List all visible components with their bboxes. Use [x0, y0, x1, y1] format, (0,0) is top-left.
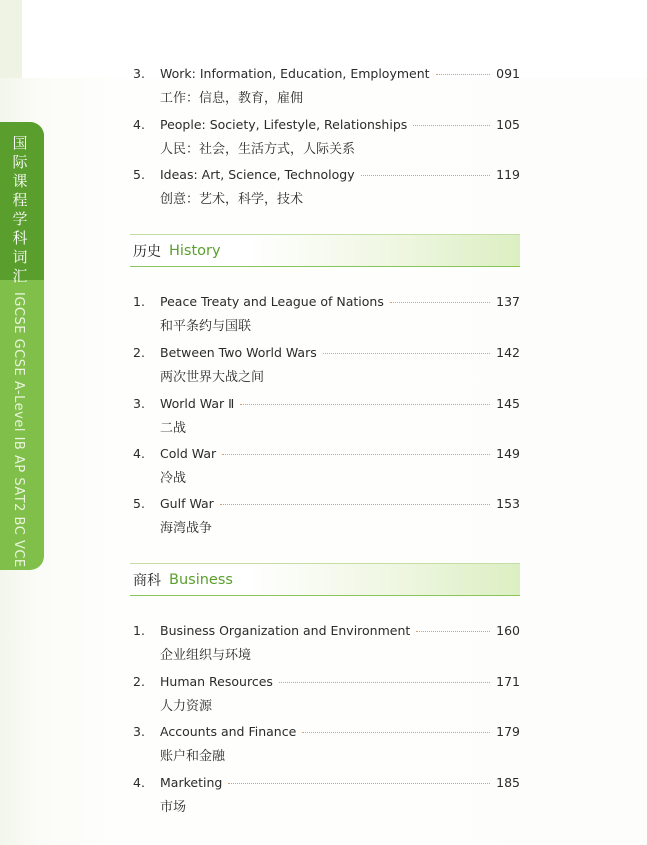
- entry-number: 2.: [133, 345, 145, 360]
- leader-dots: [323, 353, 490, 354]
- entry-title-zh: 市场: [160, 800, 187, 815]
- entry-title-en: Accounts and Finance: [160, 724, 297, 739]
- leader-dots: [279, 682, 490, 683]
- side-tab-title: [0, 134, 40, 286]
- entry-page: 145: [496, 396, 520, 411]
- entry-number: 3.: [133, 724, 145, 739]
- side-tab-char: 国: [12, 134, 28, 152]
- leader-dots: [222, 454, 490, 455]
- entry-title-zh: 人民：社会，生活方式，人际关系: [160, 142, 356, 157]
- leader-dots: [220, 504, 490, 505]
- entry-title-zh: 和平条约与国联: [160, 319, 252, 334]
- toc-entry[interactable]: [133, 65, 520, 108]
- side-tab-char: 词: [12, 248, 28, 266]
- entry-title-zh: 创意：艺术，科学，技术: [160, 192, 304, 207]
- section-title-zh: 历史: [133, 243, 161, 260]
- entry-number: 4.: [133, 775, 145, 790]
- entry-title-en: Business Organization and Environment: [160, 623, 411, 638]
- entry-number: 1.: [133, 294, 145, 309]
- entry-title-zh: 海湾战争: [160, 521, 213, 536]
- leader-dots: [302, 732, 490, 733]
- entry-page: 185: [496, 775, 520, 790]
- toc-entry[interactable]: [133, 723, 520, 766]
- toc-entry[interactable]: [133, 622, 520, 665]
- entry-title-en: World War Ⅱ: [160, 396, 235, 411]
- entry-number: 5.: [133, 496, 145, 511]
- entry-title-en: Ideas: Art, Science, Technology: [160, 167, 355, 182]
- entry-number: 1.: [133, 623, 145, 638]
- side-tab-char: 程: [12, 191, 28, 209]
- entry-number: 3.: [133, 396, 145, 411]
- entry-title-en: Human Resources: [160, 674, 273, 689]
- toc-entry[interactable]: [133, 166, 520, 209]
- leader-dots: [436, 74, 490, 75]
- entry-page: 105: [496, 117, 520, 132]
- entry-page: 153: [496, 496, 520, 511]
- toc-entry[interactable]: [133, 116, 520, 159]
- entry-page: 137: [496, 294, 520, 309]
- leader-dots: [361, 175, 490, 176]
- entry-title-zh: 二战: [160, 421, 187, 436]
- entry-title-en: Peace Treaty and League of Nations: [160, 294, 384, 309]
- side-tab-char: 课: [12, 172, 28, 190]
- entry-title-zh: 工作：信息，教育，雇佣: [160, 91, 304, 106]
- section-title-en: History: [169, 242, 221, 259]
- toc-entry[interactable]: [133, 673, 520, 716]
- side-tab-char: 学: [12, 210, 28, 228]
- entry-title-en: Between Two World Wars: [160, 345, 317, 360]
- toc-entry[interactable]: [133, 495, 520, 538]
- entry-title-en: Work: Information, Education, Employment: [160, 66, 430, 81]
- section-header-history: [130, 234, 520, 267]
- side-tab-char: 科: [12, 229, 28, 247]
- entry-page: 149: [496, 446, 520, 461]
- entry-number: 4.: [133, 446, 145, 461]
- entry-title-zh: 两次世界大战之间: [160, 370, 265, 385]
- entry-title-en: Marketing: [160, 775, 223, 790]
- toc-entry[interactable]: [133, 344, 520, 387]
- entry-title-zh: 企业组织与环境: [160, 648, 252, 663]
- entry-title-zh: 人力资源: [160, 699, 213, 714]
- entry-title-en: Gulf War: [160, 496, 214, 511]
- entry-number: 4.: [133, 117, 145, 132]
- side-tab-exam-list: IGCSE GCSE A-Level IB AP SAT2 BC VCE: [11, 292, 26, 568]
- toc-entry[interactable]: [133, 445, 520, 488]
- entry-number: 5.: [133, 167, 145, 182]
- leader-dots: [390, 302, 490, 303]
- entry-number: 3.: [133, 66, 145, 81]
- entry-page: 179: [496, 724, 520, 739]
- toc-entry[interactable]: [133, 774, 520, 817]
- section-header-business: [130, 563, 520, 596]
- leader-dots: [240, 404, 490, 405]
- entry-page: 119: [496, 167, 520, 182]
- section-title-zh: 商科: [133, 572, 161, 589]
- entry-title-en: Cold War: [160, 446, 217, 461]
- side-tab-char: 际: [12, 153, 28, 171]
- entry-title-zh: 账户和金融: [160, 749, 226, 764]
- entry-title-en: People: Society, Lifestyle, Relationships: [160, 117, 408, 132]
- entry-number: 2.: [133, 674, 145, 689]
- entry-page: 160: [496, 623, 520, 638]
- entry-title-zh: 冷战: [160, 471, 187, 486]
- side-tab-char: 汇: [12, 267, 28, 285]
- entry-page: 142: [496, 345, 520, 360]
- leader-dots: [416, 631, 490, 632]
- toc-entry[interactable]: [133, 395, 520, 438]
- section-title-en: Business: [169, 571, 233, 588]
- entry-page: 091: [496, 66, 520, 81]
- toc-entry[interactable]: [133, 293, 520, 336]
- entry-page: 171: [496, 674, 520, 689]
- page-edge-strip: [0, 0, 22, 78]
- leader-dots: [228, 783, 490, 784]
- leader-dots: [413, 125, 490, 126]
